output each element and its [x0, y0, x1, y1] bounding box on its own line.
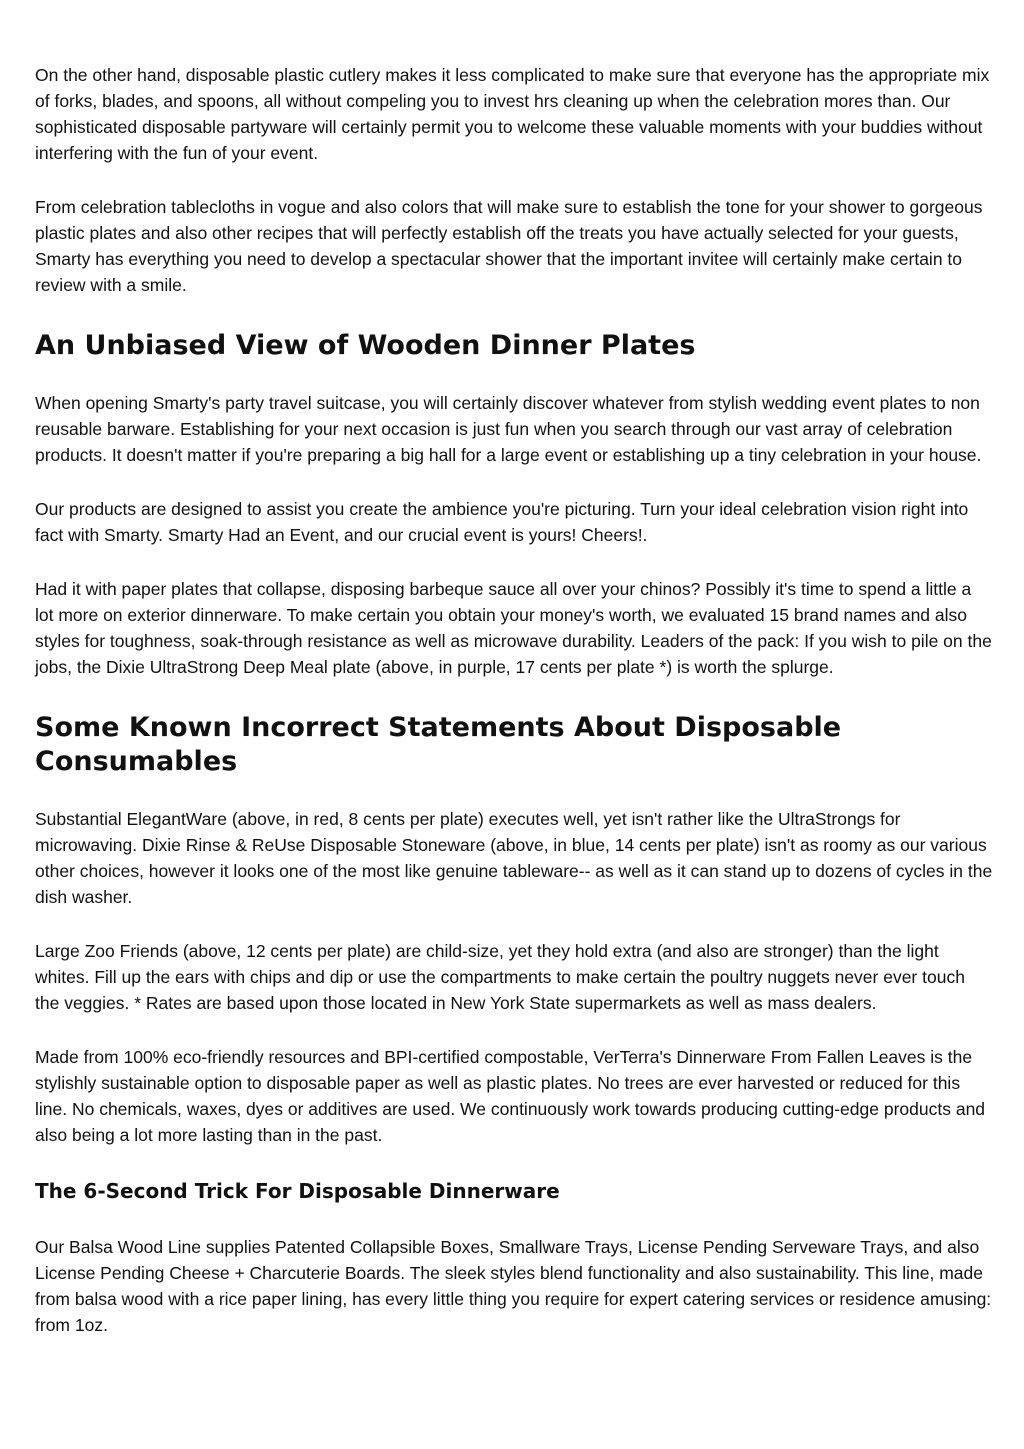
heading-disposable-dinnerware: The 6-Second Trick For Disposable Dinnerware [35, 1179, 560, 1203]
paragraph-paper-plates: Had it with paper plates that collapse, disposing barbeque sauce all over your chinos? Possibly it's time to spend a little a lot more on exterior dinnerware. To make certain you obtain your money's worth, we evaluated 15 brand names and also styles for toughness, soak-through resistance as well as microwave durability. Leaders of the pack: If you wish to pile on the jobs, the Dixie UltraStrong Deep Meal plate (above, in purple, 17 cents per plate *) is worth the splurge. [35, 579, 992, 677]
paragraph-cutlery: On the other hand, disposable plastic cutlery makes it less complicated to make sure that everyone has the appropriate mix of forks, blades, and spoons, all without compeling you to invest hrs cleaning up when the celebration mores than. Our sophisticated disposable partyware will certainly permit you to welcome these valuable moments with your buddies without interfering with the fun of your event. [35, 65, 990, 163]
paragraph-elegantware: Substantial ElegantWare (above, in red, 8 cents per plate) executes well, yet isn't rather like the UltraStrongs for microwaving. Dixie Rinse & ReUse Disposable Stoneware (above, in blue, 14 cents per plate) isn't as roomy as our various other choices, however it looks one of the most like genuine tableware-- as well as it can stand up to dozens of cycles in the dish washer. [35, 809, 993, 907]
paragraph-tablecloths: From celebration tablecloths in vogue and also colors that will make sure to establish the tone for your shower to gorgeous plastic plates and also other recipes that will perfectly establish off the treats you have actually selected for your guests, Smarty has everything you need to develop a spectacular shower that the important invitee will certainly make certain to review with a smile. [35, 197, 983, 295]
paragraph-zoo-friends: Large Zoo Friends (above, 12 cents per plate) are child-size, yet they hold extra (and also are stronger) than the light whites. Fill up the ears with chips and dip or use the compartments to make certain the poultry nuggets never ever touch the veggies. * Rates are based upon those located in New York State supermarkets as well as mass dealers. [35, 941, 965, 1013]
paragraph-ambience: Our products are designed to assist you create the ambience you're picturing. Turn your ideal celebration vision right into fact with Smarty. Smarty Had an Event, and our crucial event is yours! Cheers!. [35, 499, 969, 545]
heading-wooden-dinner-plates: An Unbiased View of Wooden Dinner Plates [35, 330, 696, 361]
paragraph-party-suitcase: When opening Smarty's party travel suitcase, you will certainly discover whatever from stylish wedding event plates to non reusable barware. Establishing for your next occasion is just fun when you search through our vast array of celebration products. It doesn't matter if you're preparing a big hall for a large event or establishing up a tiny celebration in your house. [35, 393, 982, 465]
paragraph-verterra: Made from 100% eco-friendly resources and BPI-certified compostable, VerTerra's Dinnerware From Fallen Leaves is the stylishly sustainable option to disposable paper as well as plastic plates. No trees are ever harvested or reduced for this line. No chemicals, waxes, dyes or additives are used. We continuously work towards producing cutting-edge products and also being a lot more lasting than in the past. [35, 1047, 986, 1145]
paragraph-balsa-wood: Our Balsa Wood Line supplies Patented Collapsible Boxes, Smallware Trays, License Pending Serveware Trays, and also License Pending Cheese + Charcuterie Boards. The sleek styles blend functionality and also sustainability. This line, made from balsa wood with a rice paper lining, has every little thing you require for expert catering services or residence amusing: from 1oz. [35, 1237, 992, 1335]
heading-disposable-consumables: Some Known Incorrect Statements About Disposable Consumables [35, 712, 842, 777]
article-body [35, 62, 993, 1338]
